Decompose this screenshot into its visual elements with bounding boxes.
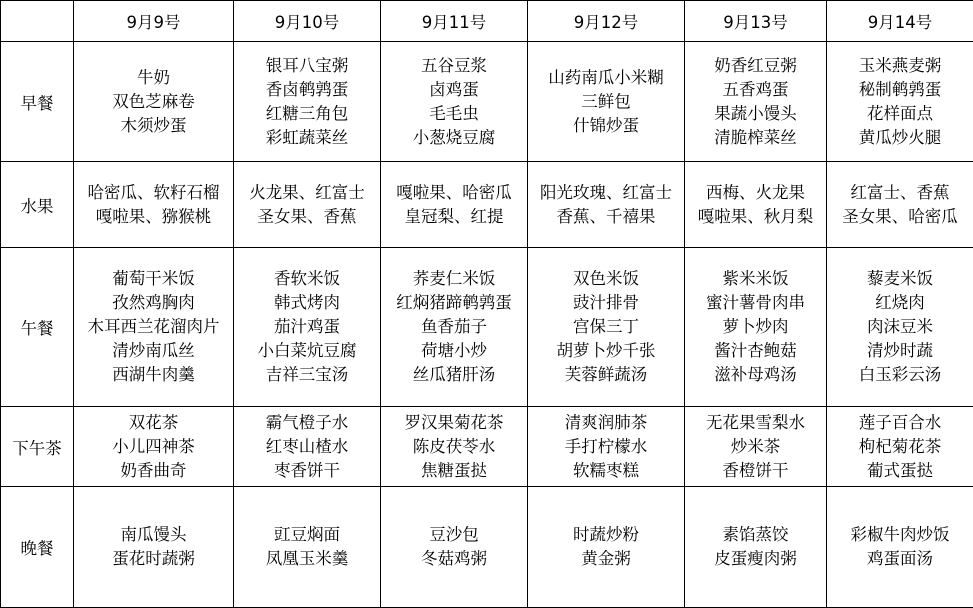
menu-cell <box>234 162 381 248</box>
menu-item: 豇豆焖面 <box>274 525 340 544</box>
menu-item: 清脆榨菜丝 <box>714 127 797 147</box>
menu-item: 玉米燕麦粥 <box>858 55 942 75</box>
menu-item: 花样面点 <box>867 103 933 123</box>
menu-item: 圣女果、哈密瓜 <box>842 206 958 226</box>
menu-item: 小葱烧豆腐 <box>412 127 496 147</box>
menu-item: 清爽润肺茶 <box>564 412 648 432</box>
menu-item: 双花茶 <box>128 412 179 432</box>
menu-cell <box>381 162 528 248</box>
menu-item: 无花果雪梨水 <box>706 412 805 432</box>
menu-item: 火龙果、红富士 <box>249 182 365 202</box>
meal-label: 午餐 <box>1 248 74 407</box>
menu-cell <box>827 162 973 248</box>
menu-item: 三鲜包 <box>581 91 631 111</box>
menu-item: 小白菜炕豆腐 <box>257 341 357 360</box>
menu-item: 豆沙包 <box>429 525 479 544</box>
date-header: 9月10号 <box>234 1 381 42</box>
menu-item: 荞麦仁米饭 <box>412 269 496 288</box>
menu-item: 红富士、香蕉 <box>850 182 950 202</box>
menu-item: 红烧肉 <box>875 293 925 312</box>
menu-cell <box>827 42 973 162</box>
menu-item: 双色芝麻卷 <box>112 91 195 111</box>
menu-item: 黄金粥 <box>581 549 631 568</box>
menu-item: 嘎啦果、秋月梨 <box>697 206 814 226</box>
menu-cell <box>528 162 685 248</box>
menu-item: 孜然鸡胸肉 <box>112 293 195 312</box>
menu-item: 滋补母鸡汤 <box>714 365 797 384</box>
menu-item: 红枣山楂水 <box>265 436 349 456</box>
menu-item: 枣香饼干 <box>274 460 340 480</box>
menu-cell <box>234 248 381 407</box>
menu-item: 时蔬炒粉 <box>573 525 639 544</box>
menu-item: 哈密瓜、软籽石榴 <box>87 182 220 202</box>
menu-cell <box>74 248 234 407</box>
menu-item: 吉祥三宝汤 <box>265 365 349 384</box>
menu-item: 彩虹蔬菜丝 <box>265 127 349 147</box>
menu-cell <box>827 407 973 487</box>
menu-item: 小儿四神茶 <box>112 436 195 456</box>
menu-item: 香橙饼干 <box>722 460 789 480</box>
menu-item: 冬菇鸡粥 <box>421 549 487 568</box>
meal-row-dinner <box>1 487 973 608</box>
menu-item: 卤鸡蛋 <box>429 79 479 99</box>
meal-row-fruit <box>1 162 973 248</box>
menu-item: 蛋花时蔬粥 <box>112 549 195 568</box>
menu-item: 秘制鹌鹑蛋 <box>858 79 942 99</box>
corner-cell <box>1 1 74 42</box>
menu-item: 皮蛋瘦肉粥 <box>714 549 797 568</box>
menu-item: 香软米饭 <box>274 269 340 288</box>
menu-item: 芙蓉鲜蔬汤 <box>564 365 648 384</box>
menu-item: 葡萄干米饭 <box>112 269 195 288</box>
menu-cell <box>74 42 234 162</box>
meal-row-breakfast <box>1 42 973 162</box>
menu-item: 香蕉、千禧果 <box>556 206 656 226</box>
menu-cell <box>528 407 685 487</box>
menu-cell <box>381 42 528 162</box>
menu-item: 陈皮茯苓水 <box>412 436 496 456</box>
menu-item: 香卤鹌鹑蛋 <box>265 79 349 99</box>
menu-item: 手打柠檬水 <box>564 436 648 456</box>
date-header: 9月13号 <box>685 1 827 42</box>
menu-item: 肉沫豆米 <box>867 317 933 336</box>
menu-item: 软糯枣糕 <box>573 460 639 480</box>
menu-item: 奶香曲奇 <box>120 460 187 480</box>
meal-label: 早餐 <box>1 42 74 162</box>
menu-item: 清炒时蔬 <box>867 341 933 360</box>
menu-cell <box>685 407 827 487</box>
menu-item: 木耳西兰花溜肉片 <box>87 317 220 336</box>
menu-cell <box>381 248 528 407</box>
date-header: 9月12号 <box>528 1 685 42</box>
menu-item: 山药南瓜小米糊 <box>548 67 664 87</box>
menu-item: 葡式蛋挞 <box>867 460 933 480</box>
menu-item: 圣女果、香蕉 <box>257 206 357 226</box>
menu-item: 豉汁排骨 <box>573 293 639 312</box>
menu-cell <box>381 407 528 487</box>
menu-cell <box>528 487 685 608</box>
menu-item: 紫米米饭 <box>722 269 789 288</box>
date-header: 9月9号 <box>74 1 234 42</box>
menu-item: 丝瓜猪肝汤 <box>412 365 496 384</box>
menu-item: 莲子百合水 <box>858 412 942 432</box>
menu-cell <box>528 248 685 407</box>
date-header: 9月14号 <box>827 1 973 42</box>
menu-item: 焦糖蛋挞 <box>421 460 487 480</box>
menu-item: 鱼香茄子 <box>421 317 487 336</box>
meal-row-lunch <box>1 248 973 407</box>
date-header: 9月11号 <box>381 1 528 42</box>
menu-item: 果蔬小馒头 <box>714 103 797 123</box>
menu-item: 双色米饭 <box>573 269 639 288</box>
menu-item: 黄瓜炒火腿 <box>858 127 942 147</box>
menu-item: 红焖猪蹄鹌鹑蛋 <box>396 293 512 312</box>
menu-cell <box>234 407 381 487</box>
menu-cell <box>528 42 685 162</box>
menu-item: 白玉彩云汤 <box>858 365 942 384</box>
menu-item: 韩式烤肉 <box>274 293 340 312</box>
menu-item: 嘎啦果、哈密瓜 <box>396 182 512 202</box>
menu-item: 鸡蛋面汤 <box>867 549 933 568</box>
menu-cell <box>381 487 528 608</box>
menu-cell <box>685 42 827 162</box>
menu-cell <box>827 248 973 407</box>
menu-cell <box>685 487 827 608</box>
menu-item: 藜麦米饭 <box>867 269 933 288</box>
menu-item: 奶香红豆粥 <box>714 55 797 75</box>
header-row <box>1 1 973 42</box>
meal-label: 晚餐 <box>1 487 74 608</box>
menu-item: 酱汁杏鲍菇 <box>714 341 797 360</box>
meal-label: 下午茶 <box>1 407 74 487</box>
menu-item: 五谷豆浆 <box>421 55 487 75</box>
menu-item: 五香鸡蛋 <box>722 79 789 99</box>
menu-item: 荷塘小炒 <box>421 341 487 360</box>
menu-cell <box>685 248 827 407</box>
meal-row-afternoon-tea <box>1 407 973 487</box>
menu-item: 毛毛虫 <box>429 103 479 123</box>
menu-item: 嘎啦果、猕猴桃 <box>95 206 212 226</box>
menu-item: 红糖三角包 <box>265 103 349 123</box>
menu-cell <box>74 407 234 487</box>
menu-item: 素馅蒸饺 <box>722 525 789 544</box>
meal-label: 水果 <box>1 162 74 248</box>
menu-item: 宫保三丁 <box>573 317 639 336</box>
menu-item: 罗汉果菊花茶 <box>404 412 504 432</box>
menu-item: 什锦炒蛋 <box>573 115 639 135</box>
menu-item: 霸气橙子水 <box>265 412 349 432</box>
menu-item: 清炒南瓜丝 <box>112 341 195 360</box>
menu-item: 木须炒蛋 <box>120 115 187 135</box>
menu-item: 彩椒牛肉炒饭 <box>850 525 950 544</box>
menu-item: 枸杞菊花茶 <box>858 436 942 456</box>
menu-cell <box>827 487 973 608</box>
menu-item: 西梅、火龙果 <box>706 182 805 202</box>
menu-item: 蜜汁薯骨肉串 <box>706 293 805 312</box>
menu-item: 银耳八宝粥 <box>265 55 349 75</box>
menu-item: 茄汁鸡蛋 <box>274 317 340 336</box>
menu-item: 萝卜炒肉 <box>722 317 789 336</box>
menu-item: 皇冠梨、红提 <box>404 206 504 226</box>
menu-item: 南瓜馒头 <box>120 525 187 544</box>
menu-cell <box>74 162 234 248</box>
menu-item: 牛奶 <box>137 67 170 87</box>
menu-item: 炒米茶 <box>730 436 781 456</box>
menu-item: 阳光玫瑰、红富士 <box>540 182 672 202</box>
menu-cell <box>74 487 234 608</box>
menu-cell <box>234 42 381 162</box>
menu-cell <box>234 487 381 608</box>
menu-item: 凤凰玉米羹 <box>265 549 349 568</box>
menu-item: 西湖牛肉羹 <box>112 365 195 384</box>
menu-item: 胡萝卜炒千张 <box>556 341 656 360</box>
menu-cell <box>685 162 827 248</box>
